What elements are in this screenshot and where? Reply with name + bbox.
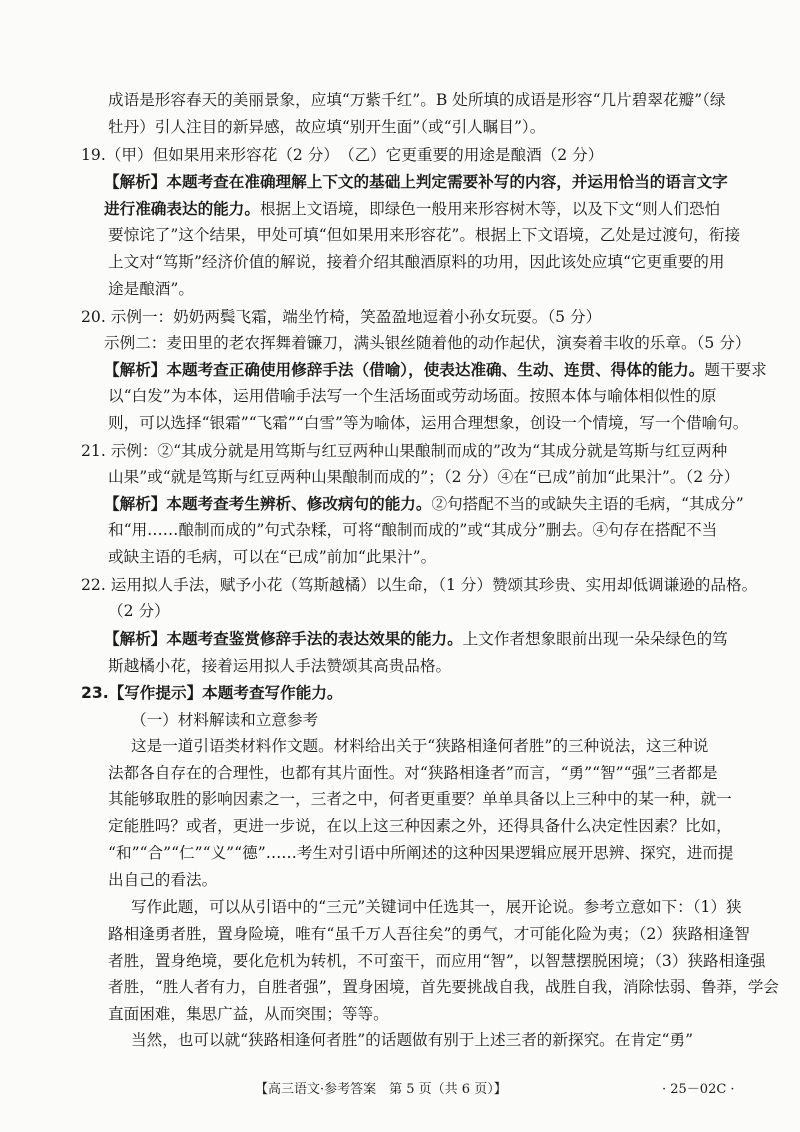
text-line [0,710,800,730]
text-segment: 示例二：麦田里的老农挥舞着镰刀，满头银丝随着他的动作起伏，演奏着丰收的乐章。（5 分） [104,334,751,352]
text-line [0,199,800,219]
text-segment: 上文作者想象眼前出现一朵朵绿色的笃 [462,630,728,648]
text-segment: 者胜，“胜人者有力，自胜者强”，置身困境，首先要挑战自我，战胜自我，消除怯弱、鲁莽，学会 [108,978,779,996]
text-line [0,145,800,165]
text-line [0,441,800,461]
text-line [0,656,800,676]
text-line [0,843,800,863]
text-segment: 定能胜吗？或者，更进一步说，在以上这三种因素之外，还得具备什么决定性因素？比如， [108,817,732,835]
text-segment: 根据上文语境，即绿色一般用来形容树木等，以及下文“则人们恐怕 [259,200,721,218]
text-segment: 20. 示例一：奶奶两鬓飞霜，端坐竹椅，笑盈盈地逗着小孙女玩耍。（5 分） [81,308,602,326]
text-segment: 22. 运用拟人手法，赋予小花（笃斯越橘）以生命，（1 分）赞颂其珍贵、实用却低调谦逊的品格。 [81,576,758,594]
text-line [0,789,800,809]
text-line [0,467,800,487]
text-line [0,279,800,299]
text-line [0,172,800,192]
text-line [0,520,800,540]
text-line [0,575,800,595]
text-segment: 路相逢勇者胜，置身险境，唯有“虽千万人吾往矣”的勇气，才可能化险为夷；（2）狭路相逢智 [108,925,750,943]
text-line [0,924,800,944]
text-segment: 者胜，置身绝境，要化危机为转机，不可蛮干，而应用“智”，以智慧摆脱困境；（3）狭路相逢强 [108,952,766,970]
text-line [0,547,800,567]
text-line [0,333,800,353]
text-segment: 写作此题，可以从引语中的“三元”关键词中任选其一，展开论说。参考立意如下：（1）狭 [131,898,742,916]
text-segment: 山果”或“就是笃斯与红豆两种山果酿制而成的”；（2 分）④在“已成”前加“此果汁”。（2 分） [108,468,740,486]
footer-code: · 25－02C · [662,1082,735,1097]
text-line [0,360,800,380]
text-segment: 斯越橘小花，接着运用拟人手法赞颂其高贵品格。 [108,657,452,675]
text-line [0,252,800,272]
text-line [0,225,800,245]
text-segment: 当然，也可以就“狭路相逢何者胜”的话题做有别于上述三者的新探究。在肯定“勇” [131,1031,694,1049]
text-segment: 则，可以选择“银霜”“飞霜”“白雪”等为喻体，运用合理想象，创设一个情境，写一个借喻句。 [108,414,749,432]
text-line [0,736,800,756]
text-line [0,117,800,137]
text-line [0,629,800,649]
text-segment: ②句搭配不当的或缺失主语的毛病，“其成分” [431,495,744,513]
text-segment: 题干要求 [704,361,767,379]
text-segment: 或缺主语的毛病，可以在“已成”前加“此果汁”。 [108,548,437,566]
text-segment: 以“白发”为本体，运用借喻手法写一个生活场面或劳动场面。按照本体与喻体相似性的原 [108,387,717,405]
text-segment: 其能够取胜的影响因素之一，三者之中，何者更重要？单单具备以上三种中的某一种，就一 [108,790,732,808]
bold-text-segment: 进行准确表达的能力。 [104,200,260,218]
bold-text-segment: 【解析】本题考查在准确理解上下文的基础上判定需要补写的内容，并运用恰当的语言文字 [104,173,728,191]
footer-title: 【高三语文·参考答案 第 5 页（共 6 页）】 [255,1082,507,1097]
text-segment: 19.（甲）但如果用来形容花（2 分） （乙）它更重要的用途是酿酒（2 分） [81,146,604,164]
bold-text-segment: 23.【写作提示】本题考查写作能力。 [81,684,343,702]
text-segment: 21. 示例：②“其成分就是用笃斯与红豆两种山果酿制而成的”改为“其成分就是笃斯与红豆两种 [81,442,728,460]
text-segment: 途是酿酒”。 [108,280,194,298]
text-line [0,977,800,997]
text-line [0,870,800,890]
text-line [0,763,800,783]
text-line [0,1030,800,1050]
text-line [0,307,800,327]
text-line [0,897,800,917]
text-line [0,601,800,621]
text-segment: （一）材料解读和立意参考 [131,711,319,729]
text-segment: 要惊诧了”这个结果，甲处可填“但如果用来形容花”。根据上下文语境，乙处是过渡句，衔接 [108,226,741,244]
text-line [0,494,800,514]
text-line [0,683,800,703]
text-segment: 直面困难，集思广益，从而突围；等等。 [108,1005,389,1023]
text-segment: 和“用……酿制而成的”句式杂糅，可将“酿制而成的”或“其成分”删去。④句存在搭配不当 [108,521,718,539]
text-segment: 这是一道引语类材料作文题。材料给出关于“狭路相逢何者胜”的三种说法，这三种说 [131,737,709,755]
text-line [0,413,800,433]
text-segment: 法都各自存在的合理性，也都有其片面性。对“狭路相逢者”而言，“勇”“智”“强”三者都是 [108,764,718,782]
text-line [0,90,800,110]
bold-text-segment: 【解析】本题考查考生辨析、修改病句的能力。 [104,495,432,513]
text-line [0,951,800,971]
text-segment: 上文对“笃斯”经济价值的解说，接着介绍其酿酒原料的功用，因此该处应填“它更重要的用 [108,253,725,271]
bold-text-segment: 【解析】本题考查正确使用修辞手法（借喻），使表达准确、生动、连贯、得体的能力。 [104,361,705,379]
text-line [0,1004,800,1024]
bold-text-segment: 【解析】本题考查鉴赏修辞手法的表达效果的能力。 [104,630,463,648]
text-segment: 出自己的看法。 [108,871,218,889]
text-segment: “和”“合”“仁”“义”“德”……考生对引语中所阐述的这种因果逻辑应展开思辨、探究，进而提 [108,844,734,862]
text-segment: 成语是形容春天的美丽景象，应填“万紫千红”。B 处所填的成语是形容“几片碧翠花瓣”（绿 [108,91,726,109]
text-segment: 牡丹）引人注目的新异感，故应填“别开生面”（或“引人瞩目”）。 [108,118,546,136]
text-line [0,386,800,406]
text-segment: （2 分） [108,602,170,620]
text-line [0,816,800,836]
